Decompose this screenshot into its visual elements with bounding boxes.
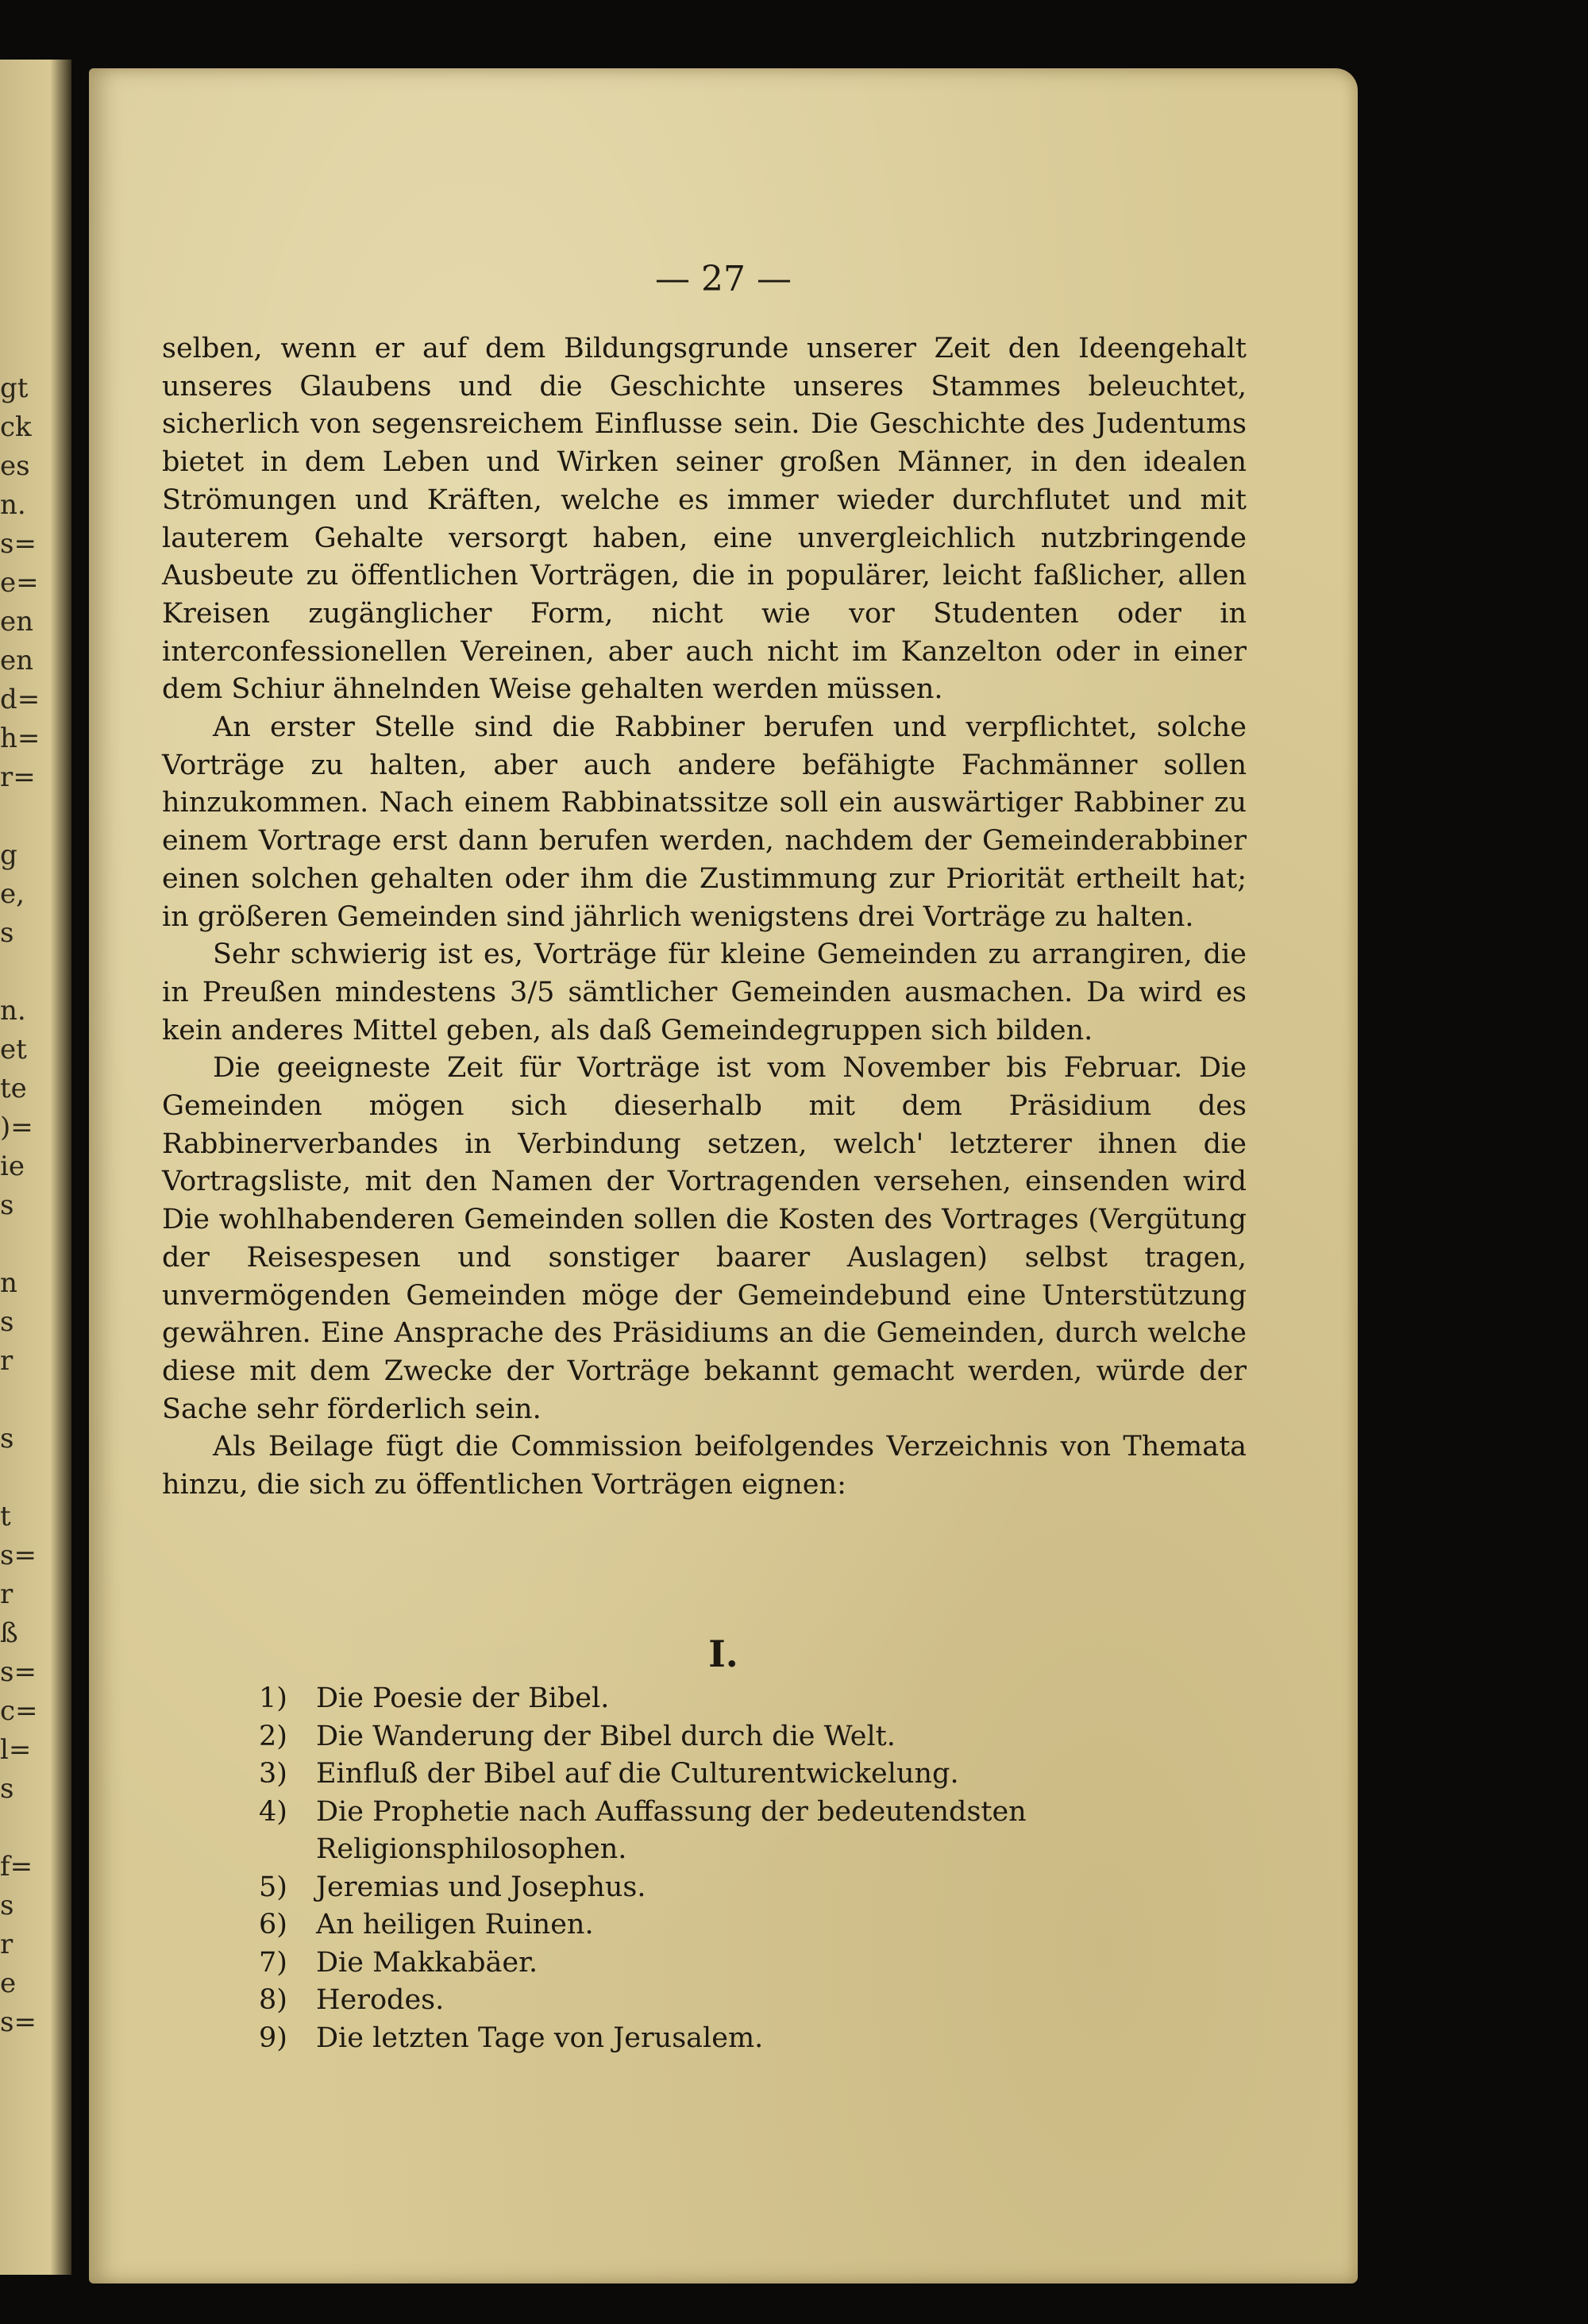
- list-item: [259, 1982, 1243, 2020]
- list-item: [259, 1944, 1243, 1983]
- paragraph-2: An erster Stelle sind die Rabbiner berufen und verpflichtet, solche Vorträge zu halten, aber auch andere befähigte Fachmänner sollen hinzukommen. Nach einem Rabbinatssitze soll ein auswärtiger Rabbiner zu einem Vortrage erst dann berufen werden, nachdem der Gemeinderabbiner einen solchen gehalten oder ihm die Zustimmung zur Priorität ertheilt hat; in größeren Gemeinden sind jährlich wenigstens drei Vorträge zu halten.: [162, 711, 1247, 933]
- list-item-number: 9): [259, 2021, 287, 2054]
- list-item-text: Herodes.: [316, 1984, 445, 2016]
- book-page: [89, 68, 1358, 2284]
- list-item-number: 1): [259, 1682, 287, 1714]
- list-item-text: Die Makkabäer.: [316, 1946, 538, 1979]
- body-text: [162, 330, 1247, 1505]
- list-item-text: An heiligen Ruinen.: [316, 1909, 594, 1941]
- list-item-number: 2): [259, 1720, 287, 1752]
- list-item-number: 7): [259, 1946, 287, 1979]
- list-item: [259, 2020, 1243, 2058]
- list-item-text: Die Poesie der Bibel.: [316, 1682, 610, 1714]
- list-item-number: 3): [259, 1758, 287, 1790]
- paragraph-1: selben, wenn er auf dem Bildungsgrunde unserer Zeit den Ideengehalt unseres Glaubens und die Geschichte unseres Stammes beleuchtet, sicherlich von segensreichem Einflusse sein. Die Geschichte des Judentums bietet in dem Leben und Wirken seiner großen Männer, in den idealen Strömungen und Kräften, welche es immer wieder durchflutet und mit lauterem Gehalte versorgt haben, eine unvergleichlich nutzbringende Ausbeute zu öffentlichen Vorträgen, die in populärer, leicht faßlicher, allen Kreisen zugänglicher Form, nicht wie vor Studenten oder in interconfessionellen Vereinen, aber auch nicht im Kanzelton oder in einer dem Schiur ähnelnden Weise gehalten werden müssen.: [162, 333, 1247, 706]
- list-item-number: 4): [259, 1795, 287, 1828]
- list-item-text: Die Wanderung der Bibel durch die Welt.: [316, 1720, 896, 1752]
- topic-list: [259, 1680, 1243, 2057]
- list-item-number: 8): [259, 1984, 287, 2016]
- list-item: [259, 1680, 1243, 1718]
- paragraph-3: Sehr schwierig ist es, Vorträge für kleine Gemeinden zu arrangiren, die in Preußen mindestens 3/5 sämtlicher Gemeinden ausmachen. Da wird es kein anderes Mittel geben, als daß Gemeindegruppen sich bilden.: [162, 938, 1247, 1046]
- facing-page-edge: [0, 60, 71, 2275]
- list-item: [259, 1869, 1243, 1907]
- list-item-text: Die letzten Tage von Jerusalem.: [316, 2021, 764, 2054]
- facing-page-fragments: gt ck es n. s= e= en en d= h= r= g e, s n. et te )= ie s n s r s t s= r ß s= c= l= s f= s r e s=: [0, 372, 40, 2038]
- list-item-text: Jeremias und Josephus.: [316, 1871, 646, 1903]
- list-item: [259, 1756, 1243, 1794]
- list-item-text: Einfluß der Bibel auf die Culturentwickelung.: [316, 1758, 959, 1790]
- paragraph-5: Als Beilage fügt die Commission beifolgendes Verzeichnis von Themata hinzu, die sich zu öffentlichen Vorträgen eignen:: [162, 1431, 1247, 1501]
- section-heading: I.: [708, 1632, 738, 1675]
- list-item: [259, 1794, 1243, 1869]
- paragraph-4: Die geeigneste Zeit für Vorträge ist vom November bis Februar. Die Gemeinden mögen sich dieserhalb mit dem Präsidium des Rabbinerverbandes in Verbindung setzen, welch' letzterer ihnen die Vortragsliste, mit den Namen der Vortragenden versehen, einsenden wird Die wohlhabenderen Gemeinden sollen die Kosten des Vortrages (Vergütung der Reisespesen und sonstiger baarer Auslagen) selbst tragen, unvermögenden Gemeinden möge der Gemeindebund eine Unterstützung gewähren. Eine Ansprache des Präsidiums an die Gemeinden, durch welche diese mit dem Zwecke der Vorträge bekannt gemacht werden, würde der Sache sehr förderlich sein.: [162, 1052, 1247, 1425]
- page-number: — 27 —: [655, 259, 792, 299]
- list-item: [259, 1906, 1243, 1944]
- list-item: [259, 1718, 1243, 1756]
- list-item-number: 6): [259, 1909, 287, 1941]
- list-item-number: 5): [259, 1871, 287, 1903]
- list-item-text: Die Prophetie nach Auffassung der bedeutendsten Religionsphilosophen.: [316, 1795, 1027, 1865]
